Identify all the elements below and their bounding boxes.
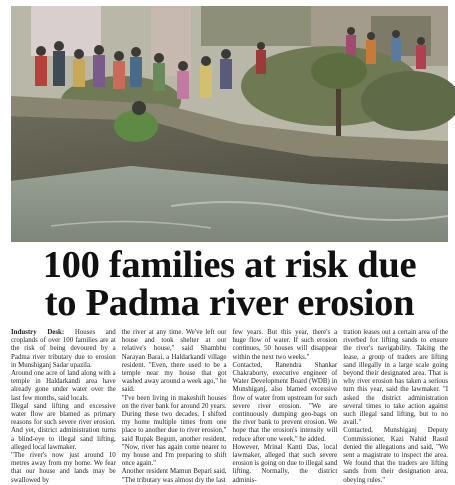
paragraph: tration leases out a certain area of the riverbed for lifting sands to ensure the river's navigability. Taking the lease, a group of traders are lifting sand illegally in a large scale going beyond their designated area. That is why river erosion has taken a serious turn this year, said the lawmaker. "I asked the district administration several times to take action against such illegal sand lifting, but to no avail." bbox=[343, 329, 448, 427]
paragraph: "The river's now just around 10 metres away from my home. We fear that our house and lands may be swallowed by bbox=[11, 452, 116, 484]
headline-line-2: to Padma river erosion bbox=[44, 282, 415, 324]
article-body bbox=[11, 329, 448, 484]
paragraph: Another resident Mamun Bepari said, "The tributary was almost dry the last bbox=[121, 468, 227, 484]
paragraph: Around one acre of land along with a temple in Haldarkandi area have already gone under water over the last few months, said locals. bbox=[11, 370, 116, 402]
headline bbox=[11, 246, 448, 322]
paragraph: Industry Desk: Houses and croplands of over 100 families are at the risk of being devoured by a Padma river tributary due to erosion in Munshiganj Sadar upazila. bbox=[11, 329, 116, 369]
paragraph: However, Mrinal Kanti Das, local lawmaker, alleged that such severe erosion is going on due to illegal sand lifting. Normally, the district adminis- bbox=[232, 443, 338, 484]
paragraph: few years. But this year, there's a huge flow of water. If such erosion continues, 50 houses will disappear within the next two weeks." bbox=[232, 329, 338, 361]
column-2 bbox=[121, 329, 227, 484]
paragraph: "I've been living in makeshift houses on the river bank for around 20 years. During these two decades, I shifted my home multiple times from one place to another due to river erosion," said Rupak Begum, another resident. "Now, river has again come nearer to my house and I'm preparing to shift once again." bbox=[121, 394, 227, 468]
paragraph: Contacted, Ranendra Shankar Chakraborty, executive engineer of Water Development Board (WDB) in Munshiganj, also blamed excessive flow of water from upstream for such severe river erosion. "We are continuously dumping geo-bags on the river bank to prevent erosion. We hope that the erosion's intensity will reduce after one week," he added. bbox=[232, 361, 338, 443]
paragraph: Illegal sand lifting and excessive water flow are blamed as primary reasons for such severe river erosion. And yet, district administration turns a blind-eye to illegal sand lifting, alleged local lawmaker. bbox=[11, 402, 116, 451]
column-4 bbox=[343, 329, 448, 484]
river-erosion-photo bbox=[11, 6, 448, 242]
dateline: Industry Desk: bbox=[11, 329, 65, 336]
column-1 bbox=[11, 329, 116, 484]
paragraph: the river at any time. We've left our house and took shelter at our relative's house," said Shambhu Narayan Barai, a Haldarkandi village resident. "Even, there used to be a temple near my house that got washed away around a week ago," he said. bbox=[121, 329, 227, 394]
headline-line-1: 100 families at risk due bbox=[42, 244, 417, 286]
column-3 bbox=[232, 329, 338, 484]
river-bank-erosion-photo-icon bbox=[11, 6, 448, 242]
paragraph: Contacted, Munshiganj Deputy Commissioner, Kazi Nahid Rasul denied the allegations and said, "We sent a magistrate to inspect the area. We found that the traders are lifting sands from their designation area, obeying rules." bbox=[343, 427, 448, 484]
